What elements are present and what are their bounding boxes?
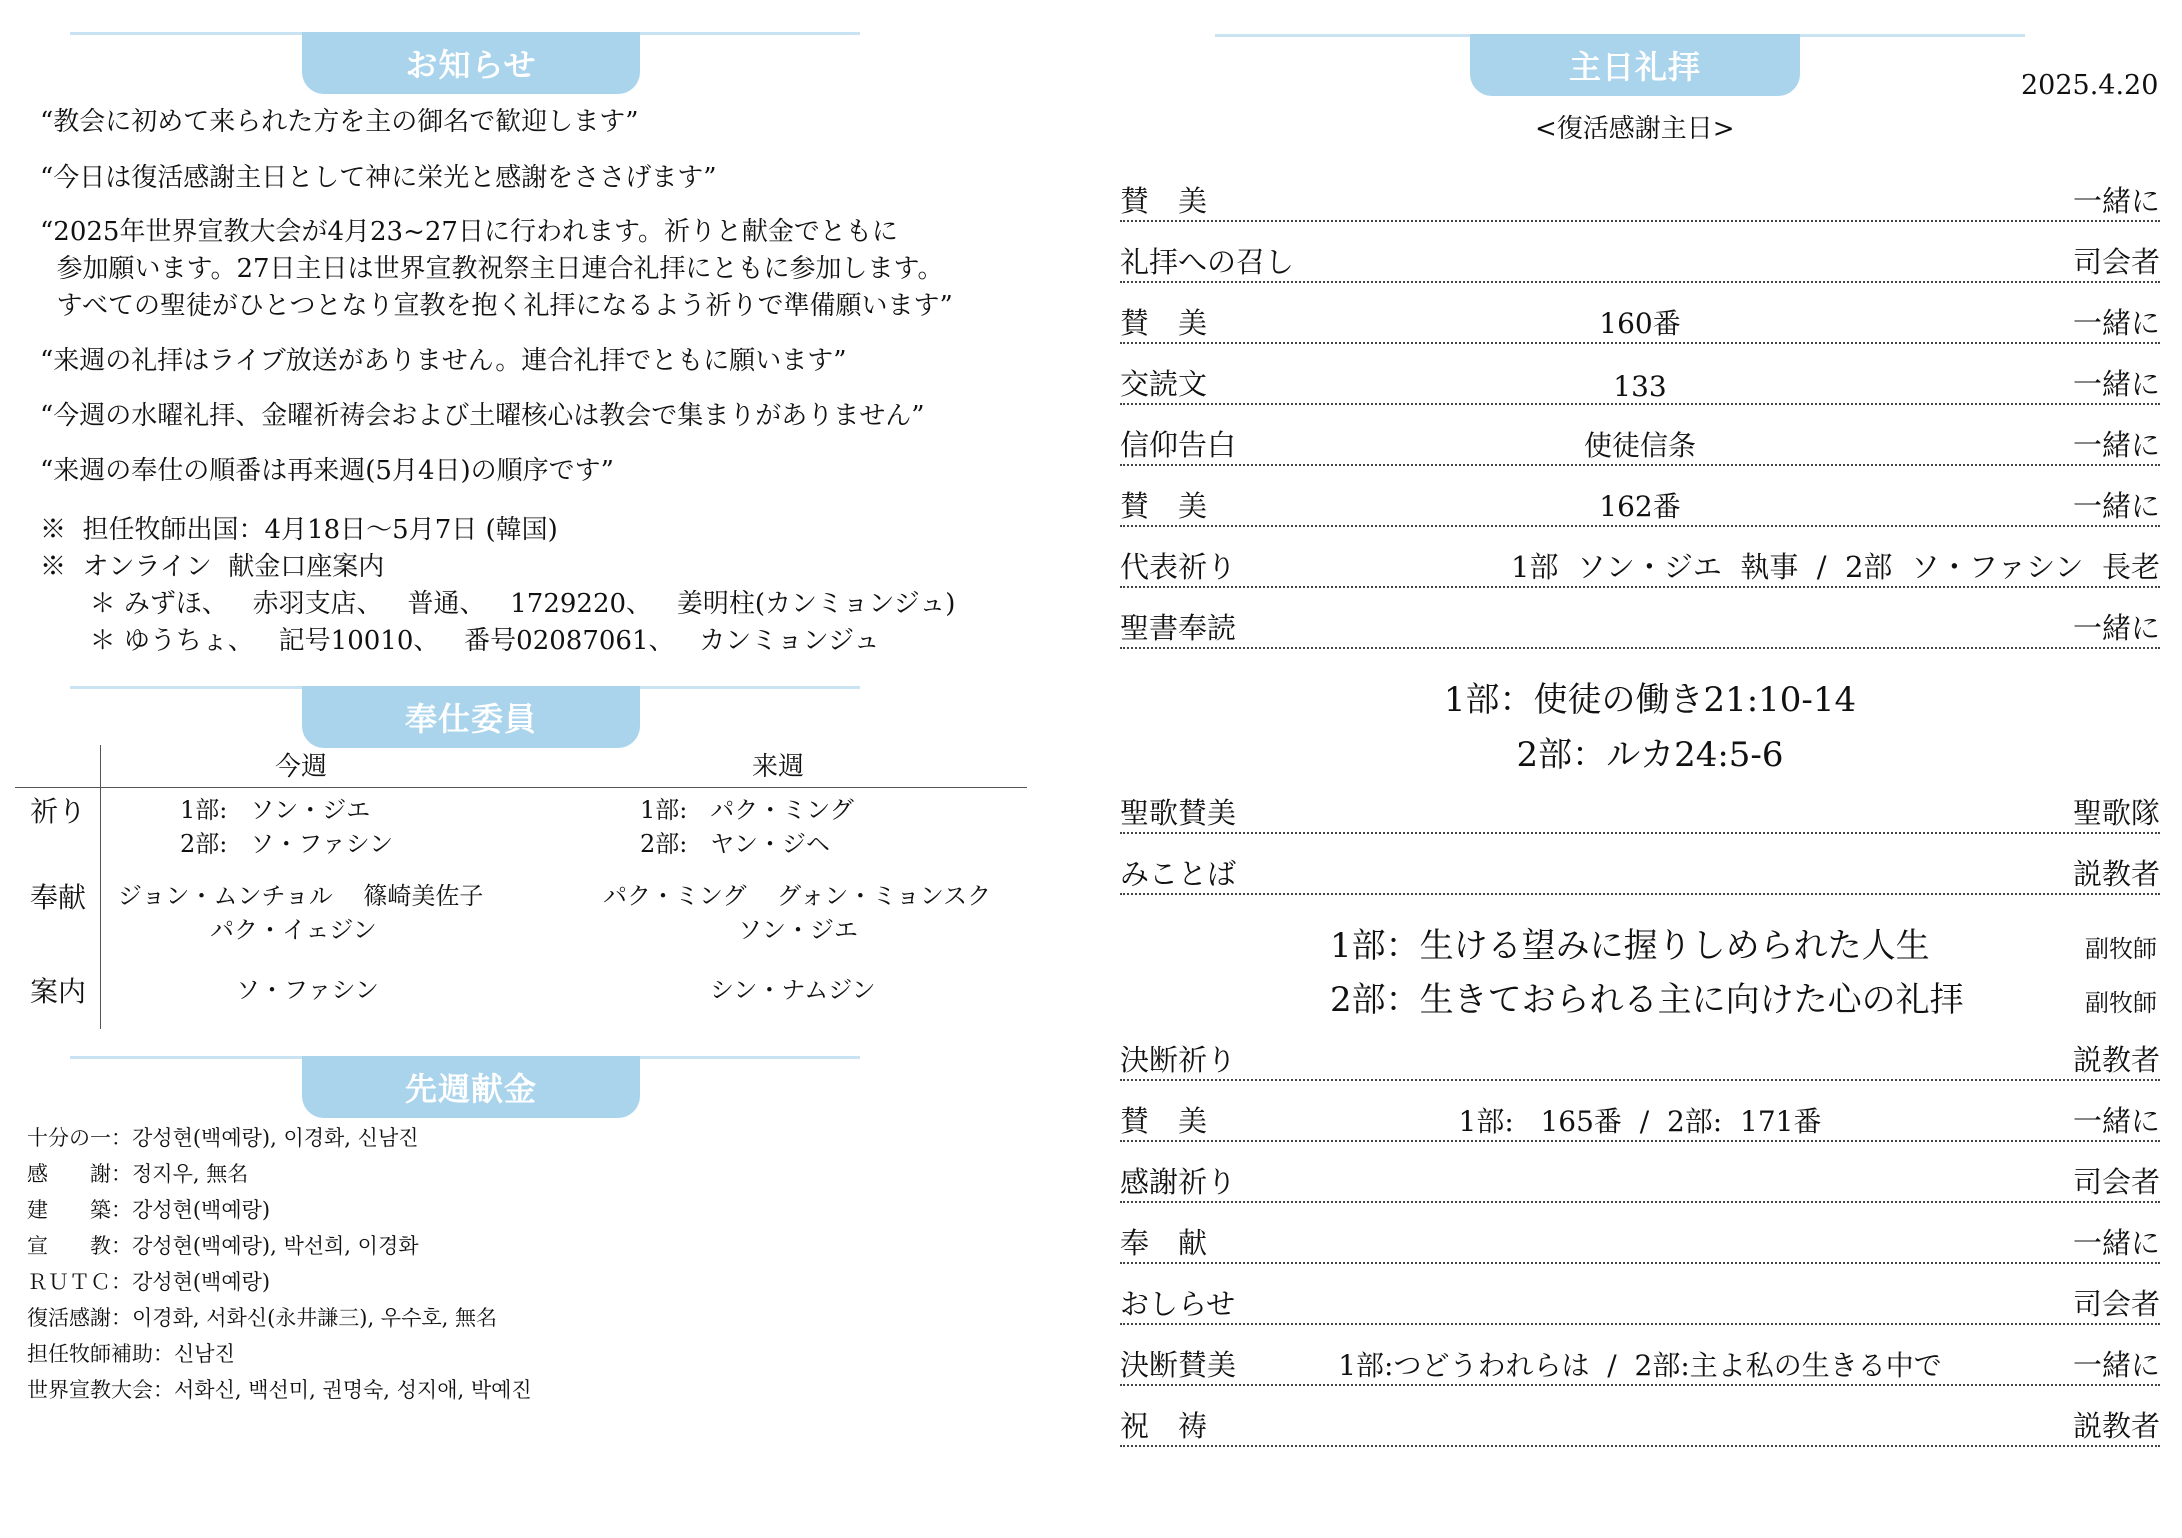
dotted-leader [1120, 1384, 2160, 1386]
row-label-offering: 奉献 [30, 881, 87, 914]
worship-item [1120, 302, 2160, 346]
dotted-leader [1120, 893, 2160, 895]
item-label: 代表祈り [1120, 550, 1237, 584]
offering-line: 担任牧師補助：신남진 [27, 1342, 235, 1366]
item-leader: 1部 ソン・ジエ 執事 / 2部 ソ・ファシン 長老 [1511, 550, 2160, 584]
worship-item [1120, 853, 2160, 897]
sermon-title: 2部：生きておられる主に向けた心の礼拝 [1330, 980, 1964, 1020]
item-detail: 160番 [1599, 307, 1681, 340]
dotted-leader [1120, 1445, 2160, 1447]
worship-item [1120, 1405, 2160, 1449]
dotted-leader [1120, 647, 2160, 649]
item-leader: 一緒に [2072, 1226, 2160, 1260]
table-cell: ソン・ジエ [738, 916, 858, 944]
section-tab-worship [1470, 34, 1800, 96]
table-column-rule [100, 745, 101, 1029]
dotted-leader [1120, 832, 2160, 834]
table-cell: 2部: ヤン・ジヘ [640, 830, 831, 858]
table-cell: ソ・ファシン [236, 976, 379, 1004]
worship-item [1120, 1100, 2160, 1144]
worship-item [1120, 1039, 2160, 1083]
item-detail: 使徒信条 [1583, 429, 1696, 462]
notice-line: “今週の水曜礼拝、金曜祈祷会および土曜核心は教会で集まりがありません” [40, 401, 925, 431]
section-title: お知らせ [405, 46, 537, 84]
item-detail: 162番 [1599, 490, 1681, 523]
item-leader: 一緒に [2072, 367, 2160, 401]
offering-line: 十分の一：강성현(백예랑), 이경화, 신남진 [27, 1126, 419, 1150]
worship-item [1120, 1344, 2160, 1388]
offering-line: 宣 教：강성현(백예랑), 박선희, 이경화 [27, 1234, 419, 1258]
item-label: 交読文 [1120, 367, 1208, 401]
item-leader: 司会者 [2072, 245, 2160, 279]
item-leader: 一緒に [2072, 1348, 2160, 1382]
item-detail: 1部:つどうわれらは / 2部:主よ私の生きる中で [1338, 1349, 1942, 1382]
row-label-guide: 案内 [30, 975, 87, 1008]
notice-line: ＊ みずほ、 赤羽支店、 普通、 1729220、 姜明柱(カンミョンジュ) [40, 589, 956, 619]
table-cell: 1部: パク・ミング [640, 796, 854, 824]
worship-item [1120, 241, 2160, 285]
item-leader: 司会者 [2072, 1287, 2160, 1321]
scripture-reading: 1部：使徒の働き21:10-14 [1443, 680, 1857, 720]
table-cell: ジョン・ムンチョル 篠崎美佐子 [118, 882, 484, 910]
item-leader: 説教者 [2072, 857, 2160, 891]
table-cell: シン・ナムジン [710, 976, 876, 1004]
dotted-leader [1120, 281, 2160, 283]
worship-item [1120, 424, 2160, 468]
item-label: 祝 祷 [1120, 1409, 1208, 1443]
notice-line: 参加願います。27日主日は世界宣教祝祭主日連合礼拝にともに参加します。 [40, 254, 944, 284]
offering-line: 建 築：강성현(백예랑) [27, 1198, 271, 1222]
service-subtitle: <復活感謝主日> [1535, 114, 1735, 144]
item-label: 信仰告白 [1120, 428, 1237, 462]
dotted-leader [1120, 525, 2160, 527]
section-tab-committee [302, 686, 640, 748]
worship-item [1120, 607, 2160, 651]
item-label: 決断賛美 [1120, 1348, 1237, 1382]
column-header-next-week: 来週 [752, 752, 805, 782]
item-label: 賛 美 [1120, 184, 1208, 218]
scripture-reading: 2部：ルカ24:5-6 [1516, 735, 1784, 775]
notice-line: ※ オンライン 献金口座案内 [40, 552, 385, 582]
section-title: 主日礼拝 [1568, 48, 1701, 86]
section-title: 先週献金 [404, 1070, 537, 1108]
notice-line: “来週の奉仕の順番は再来週(5月4日)の順序です” [40, 456, 614, 486]
worship-item [1120, 1161, 2160, 1205]
item-label: 感謝祈り [1120, 1165, 1237, 1199]
worship-item [1120, 1222, 2160, 1266]
worship-item [1120, 792, 2160, 836]
section-tab-notices [302, 32, 640, 94]
notice-line: ※ 担任牧師出国：4月18日～5月7日 (韓国) [40, 515, 558, 545]
section-title: 奉仕委員 [404, 700, 537, 738]
dotted-leader [1120, 1262, 2160, 1264]
worship-item [1120, 363, 2160, 407]
column-header-this-week: 今週 [275, 752, 328, 782]
table-cell: パク・ミング グォン・ミョンスク [603, 882, 992, 910]
sermon-title: 1部：生ける望みに握りしめられた人生 [1330, 926, 1930, 966]
dotted-leader [1120, 1201, 2160, 1203]
item-detail: 133 [1613, 370, 1667, 403]
sermon-preacher: 副牧師 [2085, 935, 2157, 963]
item-leader: 一緒に [2072, 184, 2160, 218]
notice-line: “来週の礼拝はライブ放送がありません。連合礼拝でともに願います” [40, 346, 847, 376]
item-leader: 司会者 [2072, 1165, 2160, 1199]
notice-line: “2025年世界宣教大会が4月23~27日に行われます。祈りと献金でともに [40, 217, 898, 247]
table-cell: パク・イェジン [210, 916, 377, 944]
item-label: 聖書奉読 [1120, 611, 1237, 645]
item-label: 決断祈り [1120, 1043, 1237, 1077]
item-label: 聖歌賛美 [1120, 796, 1237, 830]
notice-line: すべての聖徒がひとつとなり宣教を抱く礼拝になるよう祈りで準備願います” [40, 291, 953, 321]
row-label-prayer: 祈り [30, 795, 87, 828]
item-label: 礼拝への召し [1120, 245, 1295, 279]
item-leader: 一緒に [2072, 1104, 2160, 1138]
worship-item [1120, 546, 2160, 590]
item-detail: 1部: 165番 / 2部: 171番 [1458, 1105, 1822, 1138]
section-tab-offering [302, 1056, 640, 1118]
offering-line: 世界宣教大会：서화신, 백선미, 권명숙, 성지애, 박예진 [27, 1378, 532, 1402]
table-cell: 2部: ソ・ファシン [180, 830, 394, 858]
dotted-leader [1120, 1140, 2160, 1142]
item-leader: 一緒に [2072, 428, 2160, 462]
item-leader: 一緒に [2072, 611, 2160, 645]
item-leader: 一緒に [2072, 306, 2160, 340]
item-label: 賛 美 [1120, 306, 1208, 340]
offering-line: 復活感謝：이경화, 서화신(永井謙三), 우수호, 無名 [27, 1306, 498, 1330]
item-leader: 聖歌隊 [2072, 796, 2160, 830]
offering-line: ＲＵＴＣ：강성현(백예랑) [27, 1270, 271, 1294]
item-label: 賛 美 [1120, 489, 1208, 523]
table-cell: 1部: ソン・ジエ [180, 796, 371, 824]
notice-line: ＊ ゆうちょ、 記号10010、 番号02087061、 カンミョンジュ [40, 626, 880, 656]
item-leader: 説教者 [2072, 1043, 2160, 1077]
notice-line: “教会に初めて来られた方を主の御名で歓迎します” [40, 107, 639, 137]
item-leader: 一緒に [2072, 489, 2160, 523]
dotted-leader [1120, 220, 2160, 222]
service-date: 2025.4.20 [2021, 70, 2159, 101]
item-label: おしらせ [1120, 1287, 1236, 1321]
sermon-preacher: 副牧師 [2085, 989, 2157, 1017]
notice-line: “今日は復活感謝主日として神に栄光と感謝をささげます” [40, 163, 717, 193]
item-label: 奉 献 [1120, 1226, 1208, 1260]
dotted-leader [1120, 586, 2160, 588]
dotted-leader [1120, 1323, 2160, 1325]
table-header-rule [15, 787, 1027, 788]
offering-line: 感 謝：정지우, 無名 [27, 1162, 249, 1186]
dotted-leader [1120, 464, 2160, 466]
item-label: みことば [1120, 857, 1237, 891]
dotted-leader [1120, 1079, 2160, 1081]
dotted-leader [1120, 403, 2160, 405]
dotted-leader [1120, 342, 2160, 344]
worship-item [1120, 485, 2160, 529]
worship-item [1120, 1283, 2160, 1327]
worship-item [1120, 180, 2160, 224]
item-leader: 説教者 [2072, 1409, 2160, 1443]
item-label: 賛 美 [1120, 1104, 1208, 1138]
